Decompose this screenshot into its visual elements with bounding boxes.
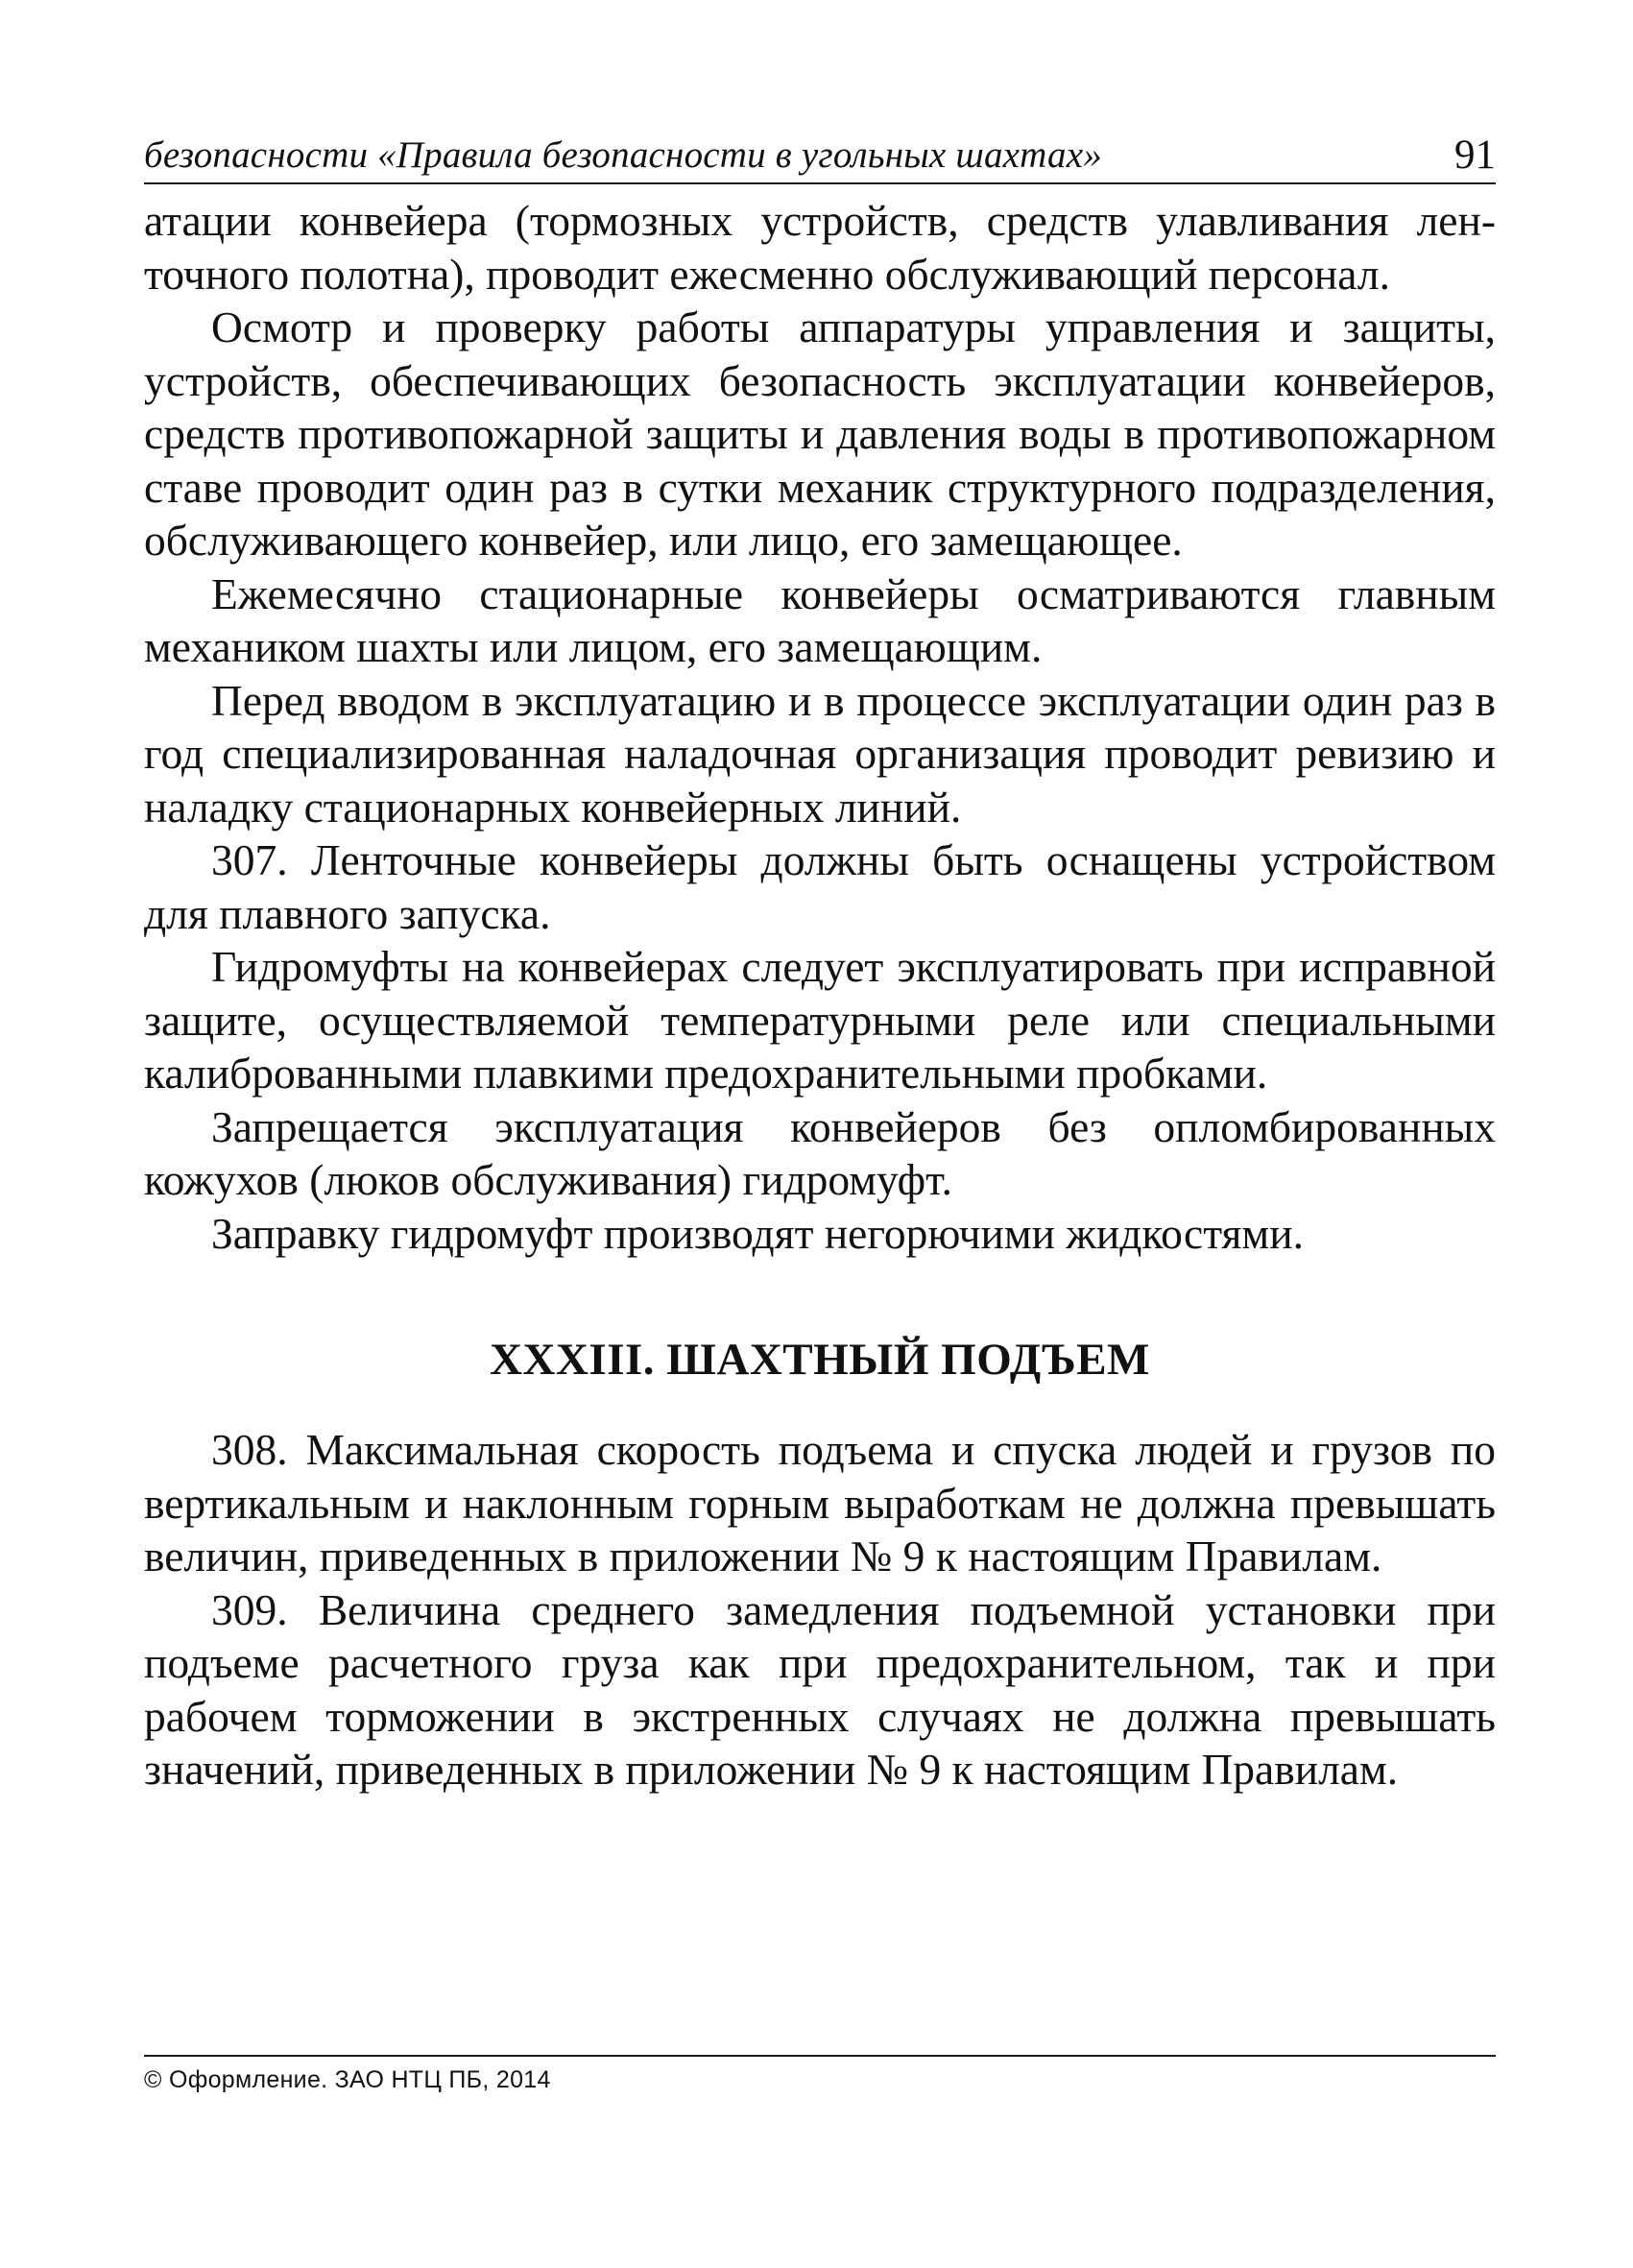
page-number: 91: [1454, 133, 1496, 178]
paragraph: Заправку гидромуфт производят негорючими жидкостями.: [211, 1208, 1304, 1258]
paragraph: Осмотр и проверку работы аппаратуры управления и защиты, устройств, обеспечивающих безопасность эксплуатации конвейеров, средств противопожарной защиты и давления воды в противопожарном ставе проводит один раз в сутки механик структурного подразделения, обслуживающего конвейер, или лицо, его замещающее.: [144, 302, 1496, 565]
paragraph: Запрещается эксплуатация конвейеров без опломбированных кожухов (люков обслуживания) гидромуфт.: [144, 1101, 1496, 1204]
header-title: безопасности «Правила безопасности в угольных шахтах»: [144, 134, 1102, 176]
body-text: [144, 194, 1496, 1797]
paragraph-308: 308. Максимальная скорость подъема и спуска людей и грузов по вертикальным и наклонным горным выработкам не должна превышать величин, приведенных в приложении № 9 к настоящим Правилам.: [144, 1425, 1496, 1580]
paragraph-309: 309. Величина среднего замедления подъемной установки при подъеме расчетного груза как при предохранительном, так и при рабочем торможении в экстренных случаях не должна превышать значений, приведенных в приложении № 9 к настоящим Правилам.: [144, 1584, 1496, 1794]
paragraph: Гидромуфты на конвейерах следует эксплуатировать при исправной защите, осуществляемой температурными реле или специальными калиброванными плавкими предохранительными пробками.: [144, 942, 1496, 1098]
paragraph: Перед вводом в эксплуатацию и в процессе эксплуатации один раз в год специализированная наладочная организация проводит ревизию и наладку стационарных конвейерных линий.: [144, 675, 1496, 832]
paragraph: Ежемесячно стационарные конвейеры осматриваются главным механиком шахты или лицом, его замещающим.: [144, 568, 1496, 671]
footer-divider: [144, 2055, 1496, 2057]
paragraph-307: 307. Ленточные конвейеры должны быть оснащены устройством для плавного запуска.: [144, 835, 1496, 938]
footer-copyright: © Оформление. ЗАО НТЦ ПБ, 2014: [144, 2066, 551, 2093]
paragraph: атации конвейера (тормозных устройств, средств улавливания ленточного полотна), проводит ежесменно обслуживающий персонал.: [144, 196, 1496, 299]
running-header: [144, 123, 1496, 184]
section-title: XXXIII. ШАХТНЫЙ ПОДЪЕМ: [490, 1335, 1150, 1385]
